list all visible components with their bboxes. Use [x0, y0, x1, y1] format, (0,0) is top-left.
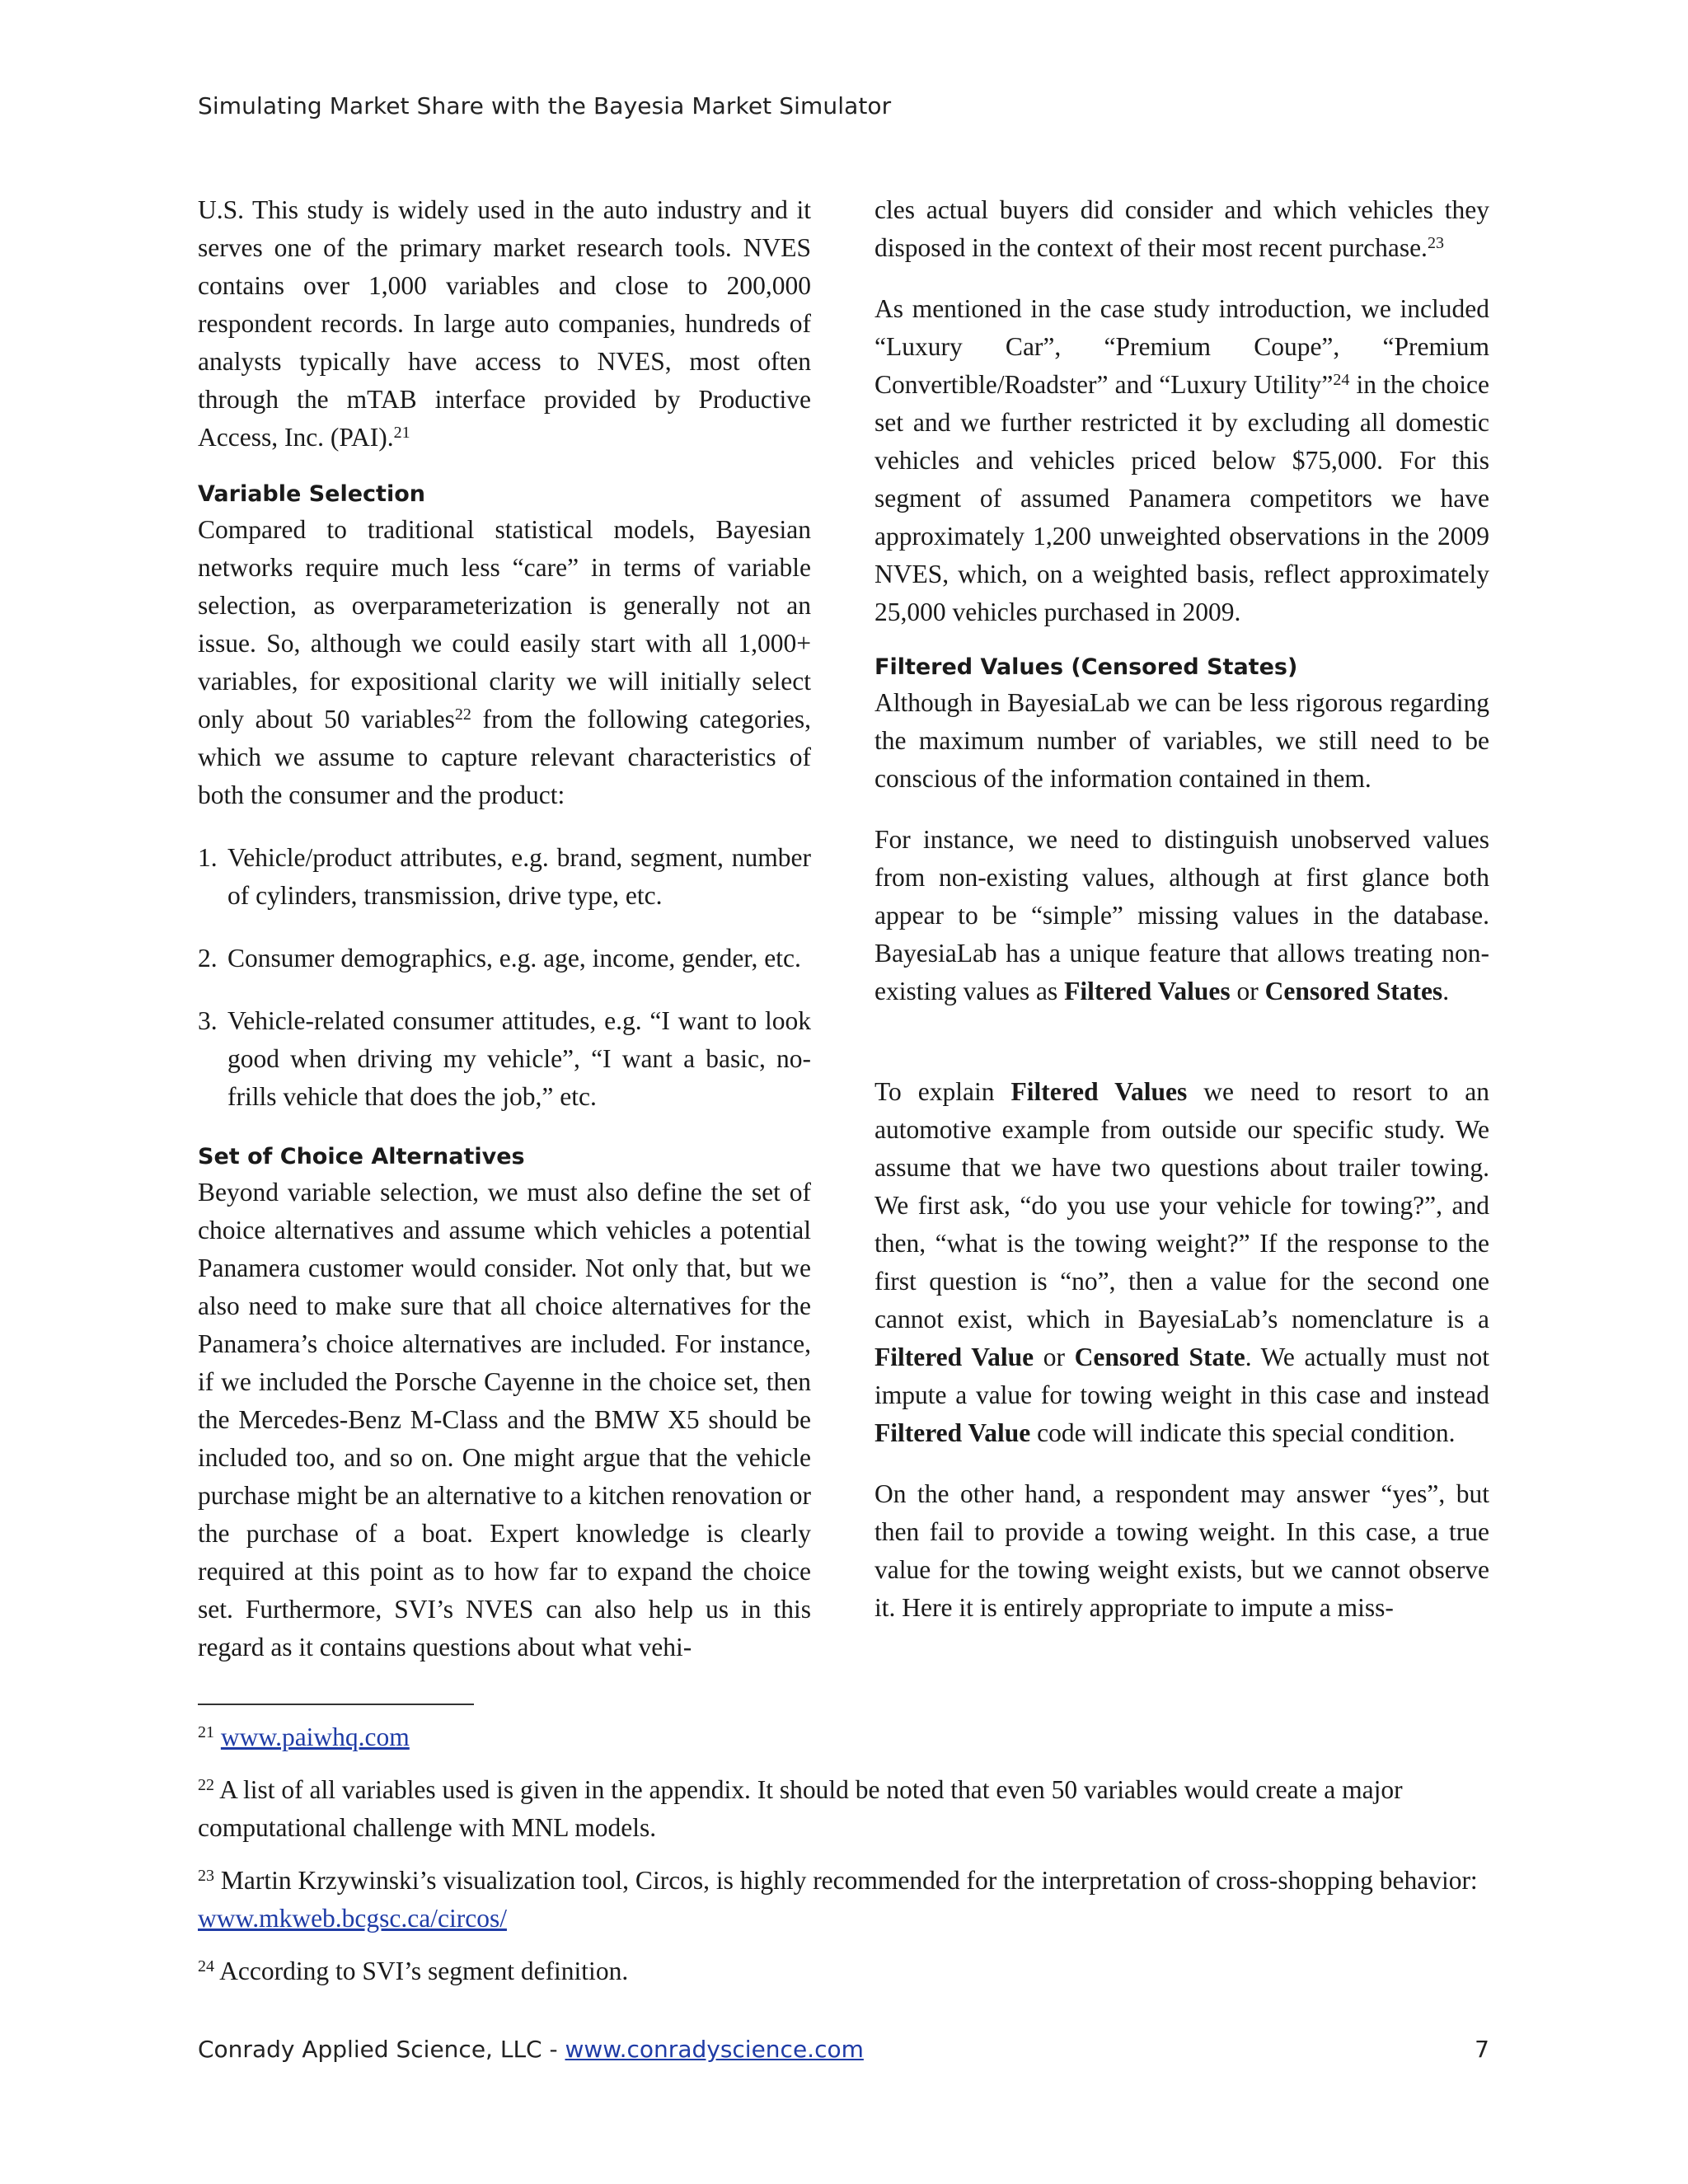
- choice-alternatives-heading: Set of Choice Alternatives: [198, 1144, 525, 1169]
- fv3-text-a: To explain: [874, 1077, 1011, 1106]
- variable-selection-text-a: Compared to traditional statistical models, Bayesian networks require much less “care” in terms of variable selection, as overparameterization is generally not an issue. So, although we could easily start with all 1,000+ variables, for expositional clarity we will initially select only about 50 variables: [198, 515, 811, 733]
- fv2-text-a: For instance, we need to distinguish unobserved values from non-existing values, although at first glance both appear to be “simple” missing values in the database. BayesiaLab has a unique feature that allows treating non-existing values as: [874, 825, 1489, 1005]
- running-header: Simulating Market Share with the Bayesia Market Simulator: [198, 92, 892, 120]
- fv2-text-b: or: [1230, 977, 1265, 1005]
- left-column: [198, 191, 811, 1666]
- filtered-values-heading: Filtered Values (Censored States): [874, 654, 1298, 680]
- list-item-number: 3.: [198, 1006, 218, 1035]
- fv3-text-b: we need to resort to an automotive example from outside our specific study. We assume that we have two questions about trailer towing. We first ask, “do you use your vehicle for towing?”, and then, “what is the towing weight?” If the response to the first question is “no”, then a value for the second one cannot exist, which in BayesiaLab’s nomenclature is a: [874, 1077, 1489, 1333]
- footnote-text: According to SVI’s segment definition.: [219, 1957, 629, 1985]
- filtered-values-paragraph-1: Although in BayesiaLab we can be less rigorous regarding the maximum number of variables, we still need to be conscious of the information contained in them.: [874, 688, 1489, 793]
- segment-paragraph: [874, 290, 1489, 631]
- segment-text-b: in the choice set and we further restricted it by excluding all domestic vehicles and vehicles priced below $75,000. For this segment of assumed Panamera competitors we have approximately 1,200 unweighted observations in the 2009 NVES, which, on a weighted basis, reflect approximately 25,000 vehicles purchased in 2009.: [874, 370, 1490, 626]
- list-item-text: Vehicle/product attributes, e.g. brand, segment, number of cylinders, transmission, drive type, etc.: [227, 843, 811, 910]
- filtered-values-paragraph-2: [874, 821, 1489, 1010]
- footnote-24: [198, 1952, 1489, 1990]
- paragraph-gap: [874, 1010, 1489, 1073]
- segment-text-a: As mentioned in the case study introduction, we included “Luxury Car”, “Premium Coupe”, “Premium Convertible/Roadster” and “Luxury Utility”: [874, 294, 1489, 399]
- footnote-number: 23: [198, 1867, 214, 1885]
- fv3-text-c: or: [1034, 1343, 1075, 1371]
- term-filtered-value: Filtered Value: [874, 1418, 1031, 1447]
- list-item: [198, 940, 811, 977]
- footnotes: [198, 1718, 1489, 1990]
- footer-company: Conrady Applied Science, LLC -: [198, 2036, 565, 2063]
- term-filtered-value: Filtered Value: [874, 1343, 1034, 1371]
- right-column: [874, 191, 1489, 1627]
- footnote-number: 22: [198, 1776, 214, 1794]
- variable-selection-paragraph: [198, 511, 811, 814]
- footnote-ref-23[interactable]: 23: [1427, 234, 1444, 252]
- category-list: [198, 839, 811, 1116]
- footnote-ref-24[interactable]: 24: [1333, 371, 1350, 389]
- term-filtered-values: Filtered Values: [1010, 1077, 1188, 1106]
- footnote-ref-21[interactable]: 21: [393, 424, 410, 442]
- variable-selection-heading: Variable Selection: [198, 481, 425, 507]
- filtered-values-paragraph-4: On the other hand, a respondent may answer “yes”, but then fail to provide a towing weight. In this case, a true value for the towing weight exists, but we cannot observe it. Here it is entirely appropriate to impute a miss-: [874, 1479, 1489, 1622]
- continuation-text: cles actual buyers did consider and which vehicles they disposed in the context of their most recent purchase.: [874, 195, 1489, 262]
- footnote-ref-22[interactable]: 22: [454, 705, 471, 724]
- footnote-divider: [198, 1704, 474, 1705]
- term-filtered-values: Filtered Values: [1064, 977, 1231, 1005]
- fv3-text-e: code will indicate this special condition.: [1030, 1418, 1456, 1447]
- intro-paragraph: [198, 191, 811, 457]
- variable-selection-text-b: from the following categories, which we assume to capture relevant characteristics of both the consumer and the product:: [198, 705, 811, 809]
- fv2-text-c: .: [1442, 977, 1450, 1005]
- list-item: [198, 1002, 811, 1116]
- footnote-link-paiwhq[interactable]: www.paiwhq.com: [220, 1722, 410, 1751]
- term-censored-state: Censored State: [1074, 1343, 1245, 1371]
- fv3-text-d: . We actually must not impute a value for towing weight in this case and instead: [874, 1343, 1489, 1409]
- footnote-text: A list of all variables used is given in the appendix. It should be noted that even 50 variables would create a major computational challenge with MNL models.: [198, 1775, 1403, 1842]
- footnote-23: [198, 1862, 1489, 1938]
- list-item-text: Consumer demographics, e.g. age, income, gender, etc.: [227, 944, 801, 972]
- list-item-number: 2.: [198, 944, 218, 972]
- list-item-number: 1.: [198, 843, 218, 872]
- footnote-text: Martin Krzywinski’s visualization tool, Circos, is highly recommended for the interpretation of cross-shopping behavior:: [220, 1866, 1478, 1895]
- page-number: 7: [1475, 2036, 1489, 2063]
- page-footer: [198, 2036, 1489, 2063]
- filtered-values-paragraph-3: [874, 1073, 1489, 1452]
- continuation-paragraph: [874, 191, 1489, 267]
- choice-alternatives-paragraph: Beyond variable selection, we must also define the set of choice alternatives and assume which vehicles a potential Panamera customer would consider. Not only that, but we also need to make sure that all choice alternatives for the Panamera’s choice alternatives are included. For instance, if we included the Porsche Cayenne in the choice set, then the Mercedes-Benz M-Class and the BMW X5 should be included too, and so on. One might argue that the vehicle purchase might be an alternative to a kitchen renovation or the purchase of a boat. Expert knowledge is clearly required at this point as to how far to expand the choice set. Furthermore, SVI’s NVES can also help us in this regard as it contains questions about what vehi-: [198, 1178, 811, 1661]
- footer-website-link[interactable]: www.conradyscience.com: [565, 2036, 864, 2063]
- footnote-number: 24: [198, 1957, 214, 1975]
- footnote-number: 21: [198, 1723, 214, 1741]
- footnote-21: [198, 1718, 1489, 1756]
- list-item: [198, 839, 811, 915]
- footnote-link-circos[interactable]: www.mkweb.bcgsc.ca/circos/: [198, 1904, 507, 1933]
- intro-text: U.S. This study is widely used in the auto industry and it serves one of the primary market research tools. NVES contains over 1,000 variables and close to 200,000 respondent records. In large auto companies, hundreds of analysts typically have access to NVES, most often through the mTAB interface provided by Productive Access, Inc. (PAI).: [198, 195, 811, 452]
- footnote-22: [198, 1771, 1489, 1847]
- term-censored-states: Censored States: [1264, 977, 1443, 1005]
- list-item-text: Vehicle-related consumer attitudes, e.g. “I want to look good when driving my vehicle”, “I want a basic, no-frills vehicle that does the job,” etc.: [227, 1006, 811, 1111]
